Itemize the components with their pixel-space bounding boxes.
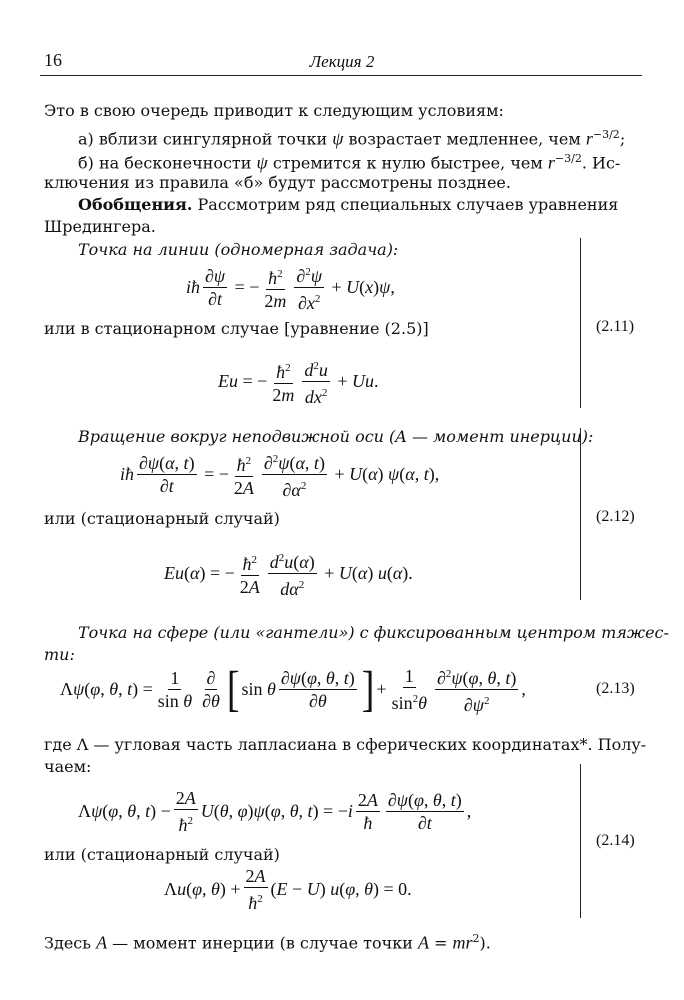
page-header — [44, 50, 640, 72]
equation-1d-stationary: Eu = − $\frac{ħ^2}{2m}$ $\frac{d^2u}{dx^2}$ + Uu. — [218, 356, 378, 407]
intro-text: Это в свою очередь приводит к следующим условиям: — [44, 101, 504, 120]
equation-rotor-stationary: Eu ( α ) = − $\frac{ħ^2}{2A}$ $\frac{d^2u(\alpha)}{d\alpha^2}$ + U(α) u(α). — [164, 548, 413, 599]
running-title: Лекция 2 — [309, 52, 375, 71]
equation-sphere-stationary: Λu(φ, θ) + $\frac{2A}{ħ^2}$ (E − U) u(φ, θ) = 0. — [164, 866, 412, 913]
equation-number-2-14: (2.14) — [596, 832, 635, 849]
condition-b: б) на бесконечности ψ стремится к нулю быстрее, чем $r^{-3/2}$. Ис- — [78, 152, 621, 173]
equation-group-bar-2-14 — [580, 764, 581, 918]
case3-stationary-text: или (стационарный случай) — [44, 845, 280, 864]
equation-sphere-laplacian: Λψ(φ, θ, t) = $\frac{1}{\text{sin θ}}$ $\frac{\partial}{\partial\theta}$ [ sin θ $\frac{\partial\psi(\varphi, \theta, t)}{\partial\theta}$ ] + $\frac{1}{\sin^2\theta}$ $\frac{\partial^2\psi(\varphi, \theta, t)}{\partial\psi^2}$ , — [60, 662, 526, 717]
generalizations-line2: Шредингера. — [44, 217, 156, 236]
case1-title: Точка на линии (одномерная задача): — [78, 240, 399, 259]
header-rule — [40, 75, 642, 76]
equation-number-2-13: (2.13) — [596, 680, 635, 697]
case3-title-line1: Точка на сфере (или «гантели») с фиксированным центром тяжес- — [78, 623, 669, 642]
equation-rotor-schrodinger: iħ $\frac{\partial\psi(\alpha, t)}{\partial t}$ = − $\frac{ħ^2}{2A}$ $\frac{\partial^2\psi(\alpha, t)}{\partial\alpha^2}$ + U(α) ψ(α, t), — [120, 449, 439, 500]
case3-title-line2: ти: — [44, 645, 75, 664]
equation-sphere-schrodinger: Λψ(φ, θ, t) − $\frac{2A}{ħ^2}$ U(θ, φ)ψ(φ, θ, t) = −i $\frac{2A}{ħ}$ $\frac{\partial\psi(\varphi, \theta, t)}{\partial t}$ , — [78, 788, 472, 835]
equation-group-bar-2-11 — [580, 238, 581, 408]
generalizations-paragraph: Обобщения. Рассмотрим ряд специальных случаев уравнения — [78, 195, 619, 214]
condition-b-line2: ключения из правила «б» будут рассмотрены позднее. — [44, 173, 511, 192]
final-note: Здесь A — момент инерции (в случае точки $A = mr^2$). — [44, 932, 491, 953]
case2-title: Вращение вокруг неподвижной оси (A — момент инерции): — [78, 427, 594, 446]
equation-group-bar-2-12 — [580, 428, 581, 600]
condition-a: а) вблизи сингулярной точки ψ возрастает медленнее, чем $r^{-3/2}$; — [78, 128, 626, 149]
equation-number-2-11: (2.11) — [596, 318, 635, 335]
case1-stationary-text: или в стационарном случае [уравнение (2.5)] — [44, 319, 429, 338]
lambda-description-line1: где Λ — угловая часть лапласиана в сферических координатах*. Полу- — [44, 735, 647, 754]
page-number: 16 — [44, 50, 62, 70]
equation-number-2-12: (2.12) — [596, 508, 635, 525]
lambda-description-line2: чаем: — [44, 757, 92, 776]
case2-stationary-text: или (стационарный случай) — [44, 509, 280, 528]
equation-1d-schrodinger: iħ $\frac{\partial\psi}{\partial t}$ = − $\frac{ħ^2}{2m}$ $\frac{\partial^2\psi}{\partial x^2}$ + U(x)ψ, — [186, 262, 395, 313]
